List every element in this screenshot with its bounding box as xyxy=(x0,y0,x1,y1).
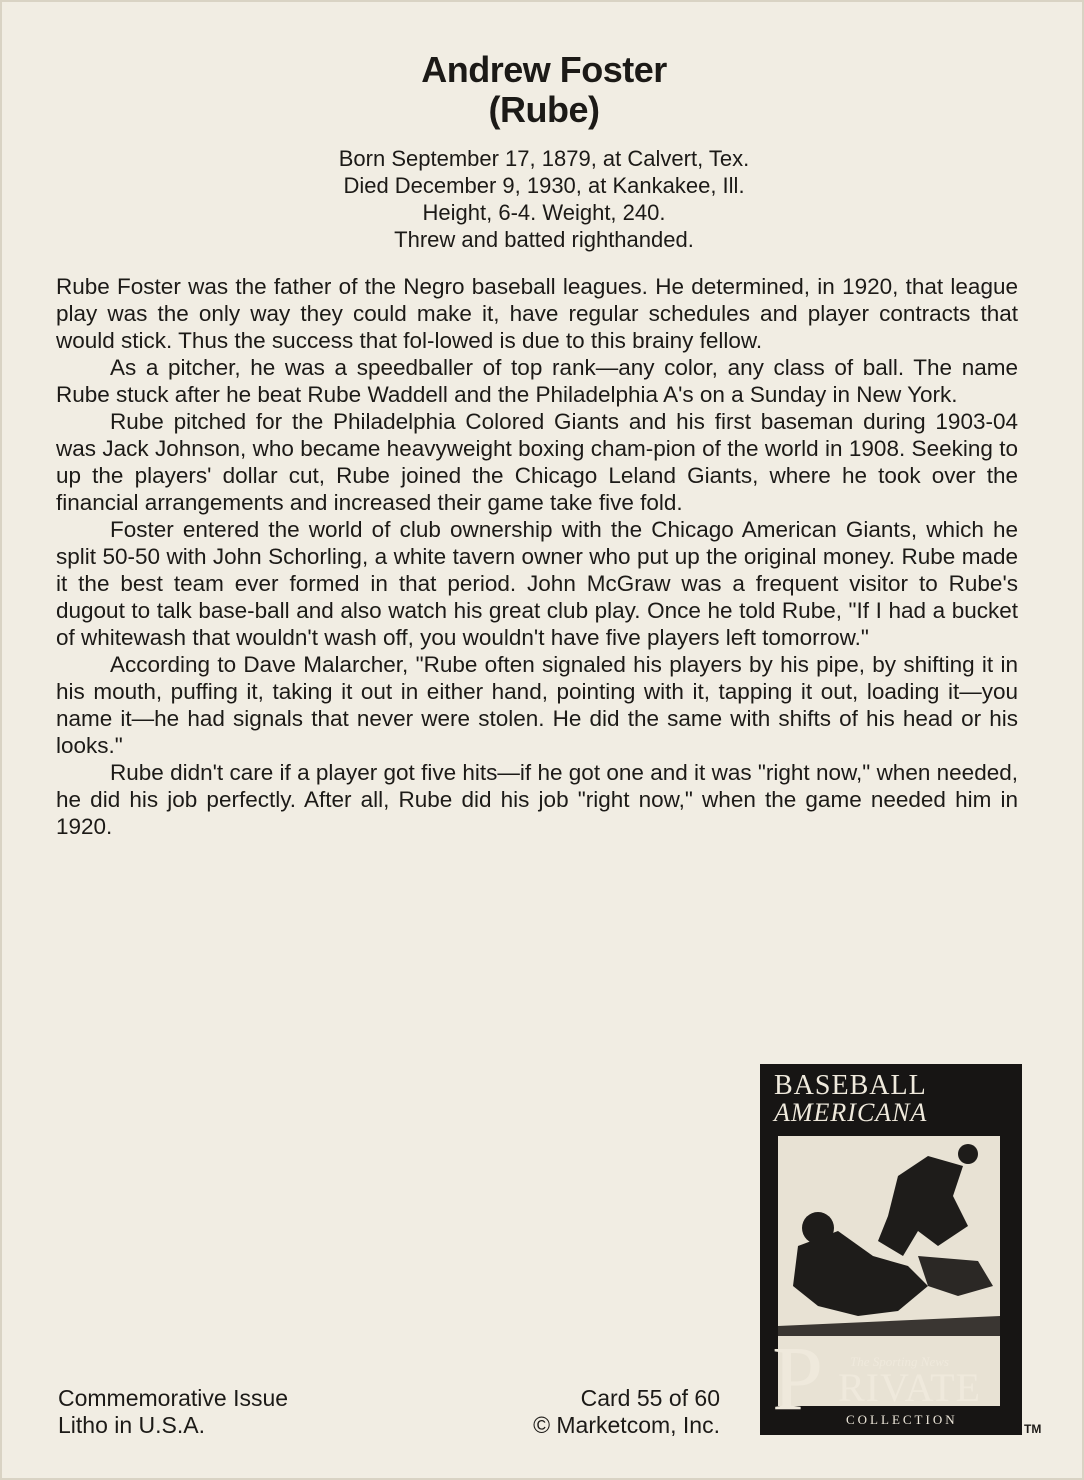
trademark-mark: TM xyxy=(1024,1422,1042,1436)
baseball-americana-logo xyxy=(760,1064,1022,1435)
bio-paragraph: Rube didn't care if a player got five hits—if he got one and it was "right now," when needed, he did his job perfectly. After all, Rube did his job "right now," when the game needed him in 1920. xyxy=(56,760,1018,839)
vitals-died: Died December 9, 1930, at Kankakee, Ill. xyxy=(343,173,745,198)
copyright: © Marketcom, Inc. xyxy=(533,1412,720,1438)
bio-paragraph: As a pitcher, he was a speedballer of top rank—any color, any class of ball. The name Rube stuck after he beat Rube Waddell and the Philadelphia A's on a Sunday in New York. xyxy=(56,355,1018,407)
litho-label: Litho in U.S.A. xyxy=(58,1412,206,1438)
footer-center xyxy=(494,1385,720,1439)
footer-left xyxy=(58,1385,288,1439)
card-number: Card 55 of 60 xyxy=(580,1385,720,1411)
logo-big-p: P xyxy=(772,1327,824,1429)
bio-paragraph: Foster entered the world of club ownership with the Chicago American Giants, which he split 50-50 with John Schorling, a white tavern owner who put up the original money. Rube made it the best team ever formed in that period. John McGraw was a frequent visitor to Rube's dugout to talk base-ball and also watch his great club play. Once he told Rube, "If I had a bucket of whitewash that wouldn't wash off, you wouldn't have five players left tomorrow." xyxy=(56,517,1018,650)
vitals-height-weight: Height, 6-4. Weight, 240. xyxy=(422,200,666,225)
biography xyxy=(56,273,1018,840)
player-nickname: (Rube) xyxy=(488,89,600,130)
vitals-throws-bats: Threw and batted righthanded. xyxy=(394,227,694,252)
logo-line2: AMERICANA xyxy=(774,1098,928,1127)
logo-private: RIVATE xyxy=(838,1365,982,1410)
baseball-slide-illustration xyxy=(778,1136,1000,1336)
bio-paragraph: Rube Foster was the father of the Negro baseball leagues. He determined, in 1920, that league play was the only way they could make it, have regular schedules and player contracts that would stick. Thus the success that fol-lowed is due to this brainy fellow. xyxy=(56,274,1018,353)
bio-paragraph: Rube pitched for the Philadelphia Colored Giants and his first baseman during 1903-04 was Jack Johnson, who became heavyweight boxing cham-pion of the world in 1908. Seeking to up the players' dollar cut, Rube joined the Chicago Leland Giants, where he took over the financial arrangements and increased their game take five fold. xyxy=(56,409,1018,515)
logo-collection: COLLECTION xyxy=(846,1412,958,1427)
sporting-news-label: The Sporting News xyxy=(850,1354,949,1369)
bio-paragraph: According to Dave Malarcher, "Rube often signaled his players by his pipe, by shifting it in his mouth, puffing it, taking it out in either hand, pointing with it, tapping it out, loading it—you name it—he had signals that never were stolen. He did the same with shifts of his head or his looks." xyxy=(56,652,1018,758)
vitals-born: Born September 17, 1879, at Calvert, Tex. xyxy=(338,146,750,171)
logo-line1: BASEBALL xyxy=(774,1070,927,1101)
player-vitals xyxy=(2,145,1084,253)
player-name: Andrew Foster xyxy=(421,49,667,90)
commemorative-label: Commemorative Issue xyxy=(58,1385,289,1411)
